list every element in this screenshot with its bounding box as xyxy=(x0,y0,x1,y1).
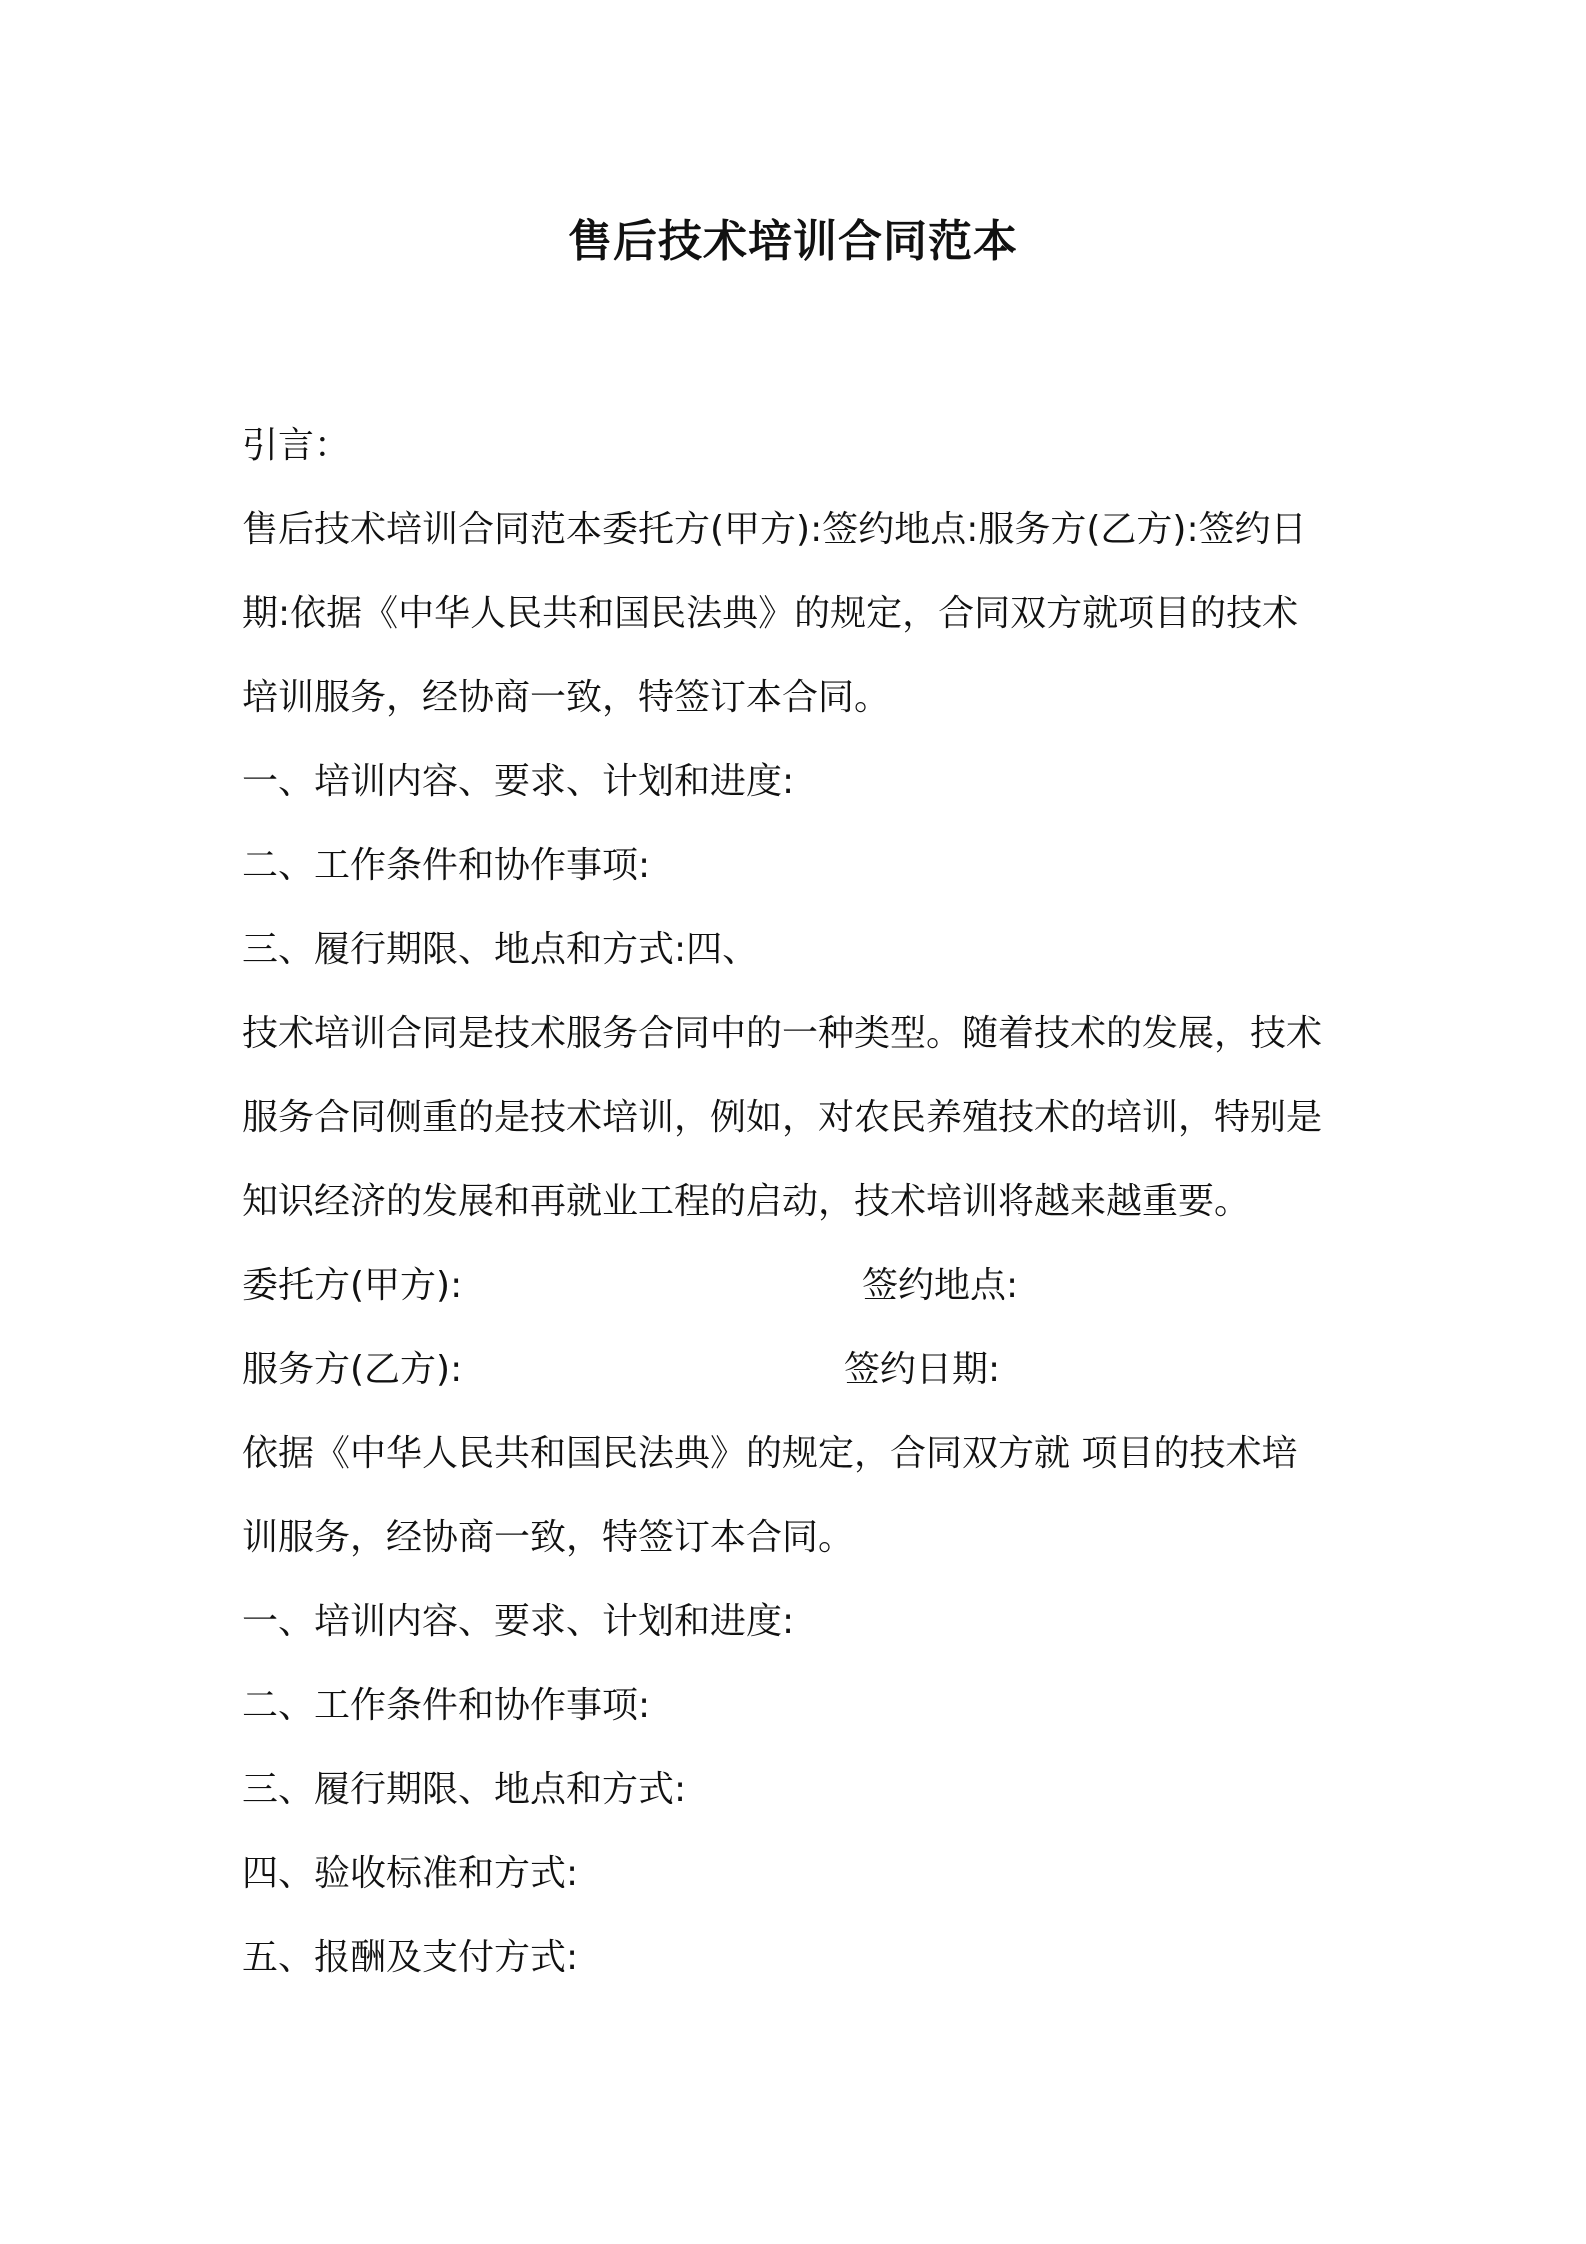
outline-item: 二、工作条件和协作事项: xyxy=(242,1685,651,1726)
document-body xyxy=(242,404,1352,2000)
outline-item: 三、履行期限、地点和方式: xyxy=(242,1769,687,1810)
client-field-row xyxy=(242,1244,1352,1328)
description-line: 技术培训合同是技术服务合同中的一种类型。随着技术的发展，技术 xyxy=(242,1013,1323,1054)
sign-place-label: 签约地点: xyxy=(862,1265,1019,1306)
outline-item: 四、验收标准和方式: xyxy=(242,1853,579,1894)
outline-item: 三、履行期限、地点和方式:四、 xyxy=(242,929,759,970)
outline-item: 五、报酬及支付方式: xyxy=(242,1937,579,1978)
intro-line: 期:依据《中华人民共和国民法典》的规定，合同双方就项目的技术 xyxy=(242,593,1299,634)
sign-date-label: 签约日期: xyxy=(844,1349,1001,1390)
outline-item: 一、培训内容、要求、计划和进度: xyxy=(242,1601,795,1642)
outline-item: 二、工作条件和协作事项: xyxy=(242,845,651,886)
basis-line: 训服务，经协商一致，特签订本合同。 xyxy=(242,1517,855,1558)
intro-line: 培训服务，经协商一致，特签订本合同。 xyxy=(242,677,891,718)
outline-item: 一、培训内容、要求、计划和进度: xyxy=(242,761,795,802)
basis-line: 依据《中华人民共和国民法典》的规定，合同双方就 项目的技术培 xyxy=(242,1433,1298,1474)
client-label: 委托方(甲方): xyxy=(242,1265,463,1306)
description-line: 知识经济的发展和再就业工程的启动，技术培训将越来越重要。 xyxy=(242,1181,1251,1222)
intro-label: 引言： xyxy=(242,425,351,466)
provider-field-row xyxy=(242,1328,1352,1412)
intro-line: 售后技术培训合同范本委托方(甲方):签约地点:服务方(乙方):签约日 xyxy=(242,509,1307,550)
document-title: 售后技术培训合同范本 xyxy=(568,216,1018,267)
provider-label: 服务方(乙方): xyxy=(242,1349,463,1390)
description-line: 服务合同侧重的是技术培训，例如，对农民养殖技术的培训，特别是 xyxy=(242,1097,1323,1138)
